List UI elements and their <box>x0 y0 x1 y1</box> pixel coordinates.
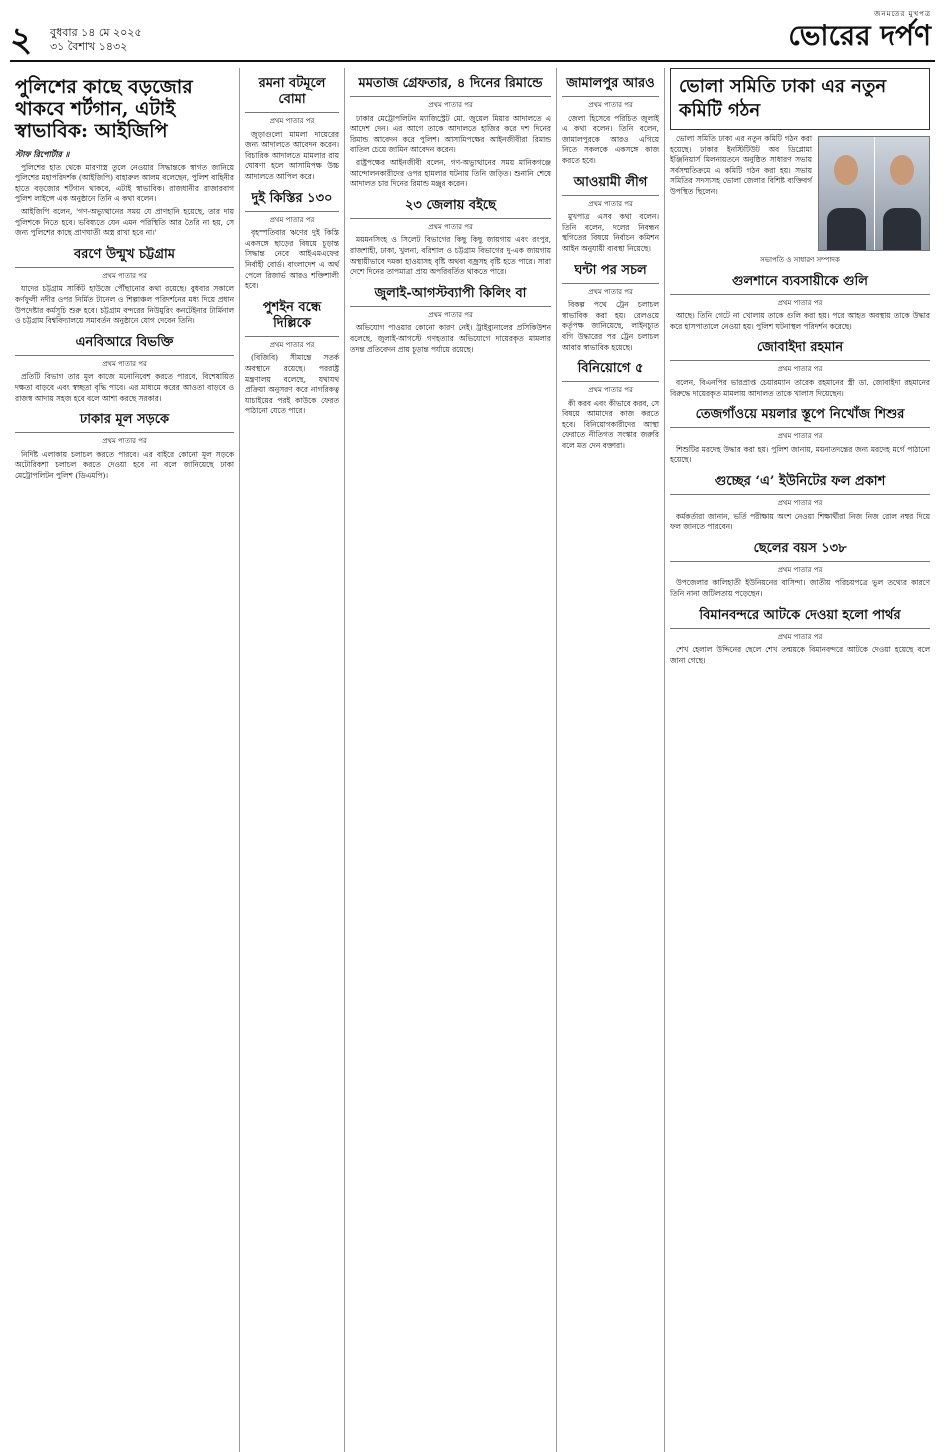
headline-jamalpur: জামালপুর আরও <box>562 72 659 97</box>
paper-nameplate <box>788 8 931 52</box>
byline-tejgaon: প্রথম পাতার পর <box>777 432 823 441</box>
awami-paragraph: মুখপাত্র এসব কথা বলেন। তিনি বলেন, দলের নিবন্ধন স্থগিতের বিষয়ে নির্বাচন কমিশন আইন অনুযায়ী ব্যবস্থা নিয়েছে। <box>562 212 659 253</box>
byline-jamalpur: প্রথম পাতার পর <box>588 101 633 109</box>
column-2 <box>240 68 345 1452</box>
airport-paragraph: শেখ হেলাল উদ্দিনের ছেলে শেখ তন্ময়কে বিমানবন্দরে আটকে দেওয়া হয়েছে বলে জানা গেছে। <box>670 645 930 665</box>
headline-july: জুলাই-আগস্টব্যাপী কিলিং বা <box>350 282 551 307</box>
bomb-paragraph: জুড়াগুলো মামলা দায়েরের জন্য আদালতে আবেদন করেন। বিচারিক আদালতে মামলার রায় ঘোষণা হলে আসামিপক্ষ উচ্চ আদালতে আপিল করে। <box>245 129 339 181</box>
headline-pushin: পুশইন বন্ধে দিল্লিকে <box>245 296 339 337</box>
headline-nbr: এনবিআরে বিভক্তি <box>15 331 234 356</box>
date-bangla: ৩১ বৈশাখ ১৪৩২ <box>50 40 128 53</box>
headline-gulshan: গুলশানে ব্যবসায়ীকে গুলি <box>670 270 930 295</box>
nbr-paragraph: প্রতিটি বিভাগ তার মূল কাজে মনোনিবেশ করতে পারবে, বিশেষায়িত দক্ষতা বাড়বে এবং স্বচ্ছতা বৃদ্ধি পাবে। এর মাধ্যমে করের আওতা বাড়বে ও রাজস্ব আদায় সহজ হবে বলে আশা করছে সরকার। <box>15 372 234 403</box>
pushin-paragraph: (বিজিবি) সীমান্তে সতর্ক অবস্থানে রয়েছে। পররাষ্ট্র মন্ত্রণালয় বলেছে, যথাযথ প্রক্রিয়া অনুসরণ করে নাগরিকত্ব যাচাইয়ের পরই কাউকে ফেরত পাঠানো যেতে পারে। <box>245 353 339 416</box>
byline-invest: প্রথম পাতার পর <box>588 386 633 395</box>
byline-pushin: প্রথম পাতার পর <box>269 340 315 349</box>
twostage-paragraph: বৃহস্পতিবার ঋণের দুই কিস্তি একসঙ্গে ছাড়ের বিষয়ে চূড়ান্ত সিদ্ধান্ত নেবে আইএমএফের নির্বাহী বোর্ড। বাংলাদেশ এ অর্থ পেলে রিজার্ভ আরও শক্তিশালী হবে। <box>245 228 339 291</box>
byline-police: স্টাফ রিপোর্টার ॥ <box>15 149 70 159</box>
gulshan-paragraph: আছে। তিনি গেটে না খোলায় তাকে গুলি করা হয়। পরে আহত অবস্থায় তাকে উদ্ধার করে হাসপাতালে নেওয়া হয়। পুলিশ ঘটনাস্থল পরিদর্শন করেছে। <box>670 311 930 331</box>
headline-police: পুলিশের কাছে বড়জোর থাকবে শর্টগান, এটাই স্বাভাবিক: আইজিপি <box>15 76 193 142</box>
headline-invest: বিনিয়োগে ৫ <box>562 357 659 382</box>
byline-airport: প্রথম পাতার পর <box>777 632 823 641</box>
headline-twostage: দুই কিস্তির ১৩০ <box>245 187 339 212</box>
headline-zobaida: জোবাইদা রহমান <box>670 336 930 361</box>
column-3 <box>345 68 557 1452</box>
masthead <box>10 6 935 62</box>
paper-name: ভোরের দর্পণ <box>788 19 931 52</box>
headline-result: গুচ্ছের ‘এ’ ইউনিটের ফল প্রকাশ <box>670 470 930 495</box>
byline-ctg: প্রথম পাতার পর <box>102 271 147 280</box>
headline-awami: আওয়ামী লীগ <box>562 171 659 196</box>
column-5 <box>665 68 935 1452</box>
byline-mamtaz: প্রথম পাতার পর <box>428 101 473 109</box>
invest-paragraph: কী করব এবং কীভাবে করব, সে বিষয়ে আমাদের কাজ করতে হবে। বিনিয়োগকারীদের আস্থা ফেরাতে নীতিগত সংস্কার জরুরি বলে মত দেন বক্তারা। <box>562 398 659 451</box>
paper-tagline: জনমতের মুখপত্র <box>874 10 931 18</box>
jamalpur-paragraph: জেলা হিসেবে পরিচিত জুলাই এ কথা বলেন। তিনি বলেন, জামালপুরকে আরও এগিয়ে নিতে সকলকে একসঙ্গে কাজ করতে হবে। <box>562 113 659 165</box>
byline-awami: প্রথম পাতার পর <box>588 199 633 208</box>
byline-age: প্রথম পাতার পর <box>777 565 823 574</box>
column-1 <box>10 68 240 1452</box>
byline-ghonta: প্রথম পাতার পর <box>588 287 633 296</box>
zobaida-paragraph: বলেন, বিএনপির ভারপ্রাপ্ত চেয়ারম্যান তারেক রহমানের স্ত্রী ডা. জোবাইদা রহমানের বিরুদ্ধে দায়েরকৃত মামলায় আদালত তাকে খালাস দিয়েছেন। <box>670 377 930 398</box>
headline-ghonta: ঘন্টা পর সচল <box>562 259 659 284</box>
byline-weather: প্রথম পাতার পর <box>428 222 473 231</box>
mamtaz-paragraph: রাষ্ট্রপক্ষের আইনজীবী বলেন, গণ-অভ্যুত্থানের সময় মানিকগঞ্জে আন্দোলনকারীদের ওপর হামলার ঘটনায় তিনি জড়িত। শুনানি শেষে আদালত চার দিনের রিমান্ড মঞ্জুর করেন। <box>350 157 551 189</box>
tejgaon-paragraph: শিশুটির মরদেহ উদ্ধার করা হয়। পুলিশ জানায়, ময়নাতদন্তের জন্য মরদেহ মর্গে পাঠানো হয়েছে। <box>670 444 930 465</box>
byline-nbr: প্রথম পাতার পর <box>102 359 147 368</box>
headline-dhaka: ঢাকার মূল সড়কে <box>15 408 234 433</box>
date-block <box>50 26 142 54</box>
headline-mamtaz: মমতাজ গ্রেফতার, ৪ দিনের রিমান্ডে <box>350 72 551 97</box>
byline-gulshan: প্রথম পাতার পর <box>777 298 823 307</box>
age-paragraph: উপজেলার কালিহাতী ইউনিয়নের বাসিন্দা। জাতীয় পরিচয়পত্রে ভুল তথ্যের কারণে তিনি নানা জটিলতায় পড়েছেন। <box>670 578 930 598</box>
weather-paragraph: ময়মনসিংহ ও সিলেট বিভাগের কিছু কিছু জায়গায় এবং রংপুর, রাজশাহী, ঢাকা, খুলনা, বরিশাল ও চট্টগ্রাম বিভাগের দু-এক জায়গায় অস্থায়ীভাবে দমকা হাওয়াসহ বৃষ্টি অথবা বজ্রসহ বৃষ্টি হতে পারে। সারা দেশে দিনের তাপমাত্রা প্রায় অপরিবর্তিত থাকতে পারে। <box>350 235 551 277</box>
date-gregorian: বুধবার ১৪ মে ২০২৫ <box>50 26 142 39</box>
mamtaz-paragraph: ঢাকার মেট্রোপলিটন ম্যাজিস্ট্রেট মো. জুয়েল মিয়ার আদালতে এ আদেশ দেন। এর আগে তাকে আদালতে হাজির করে দশ দিনের রিমান্ড আবেদন করে পুলিশ। আসামিপক্ষের আইনজীবীরা রিমান্ড বাতিল চেয়ে জামিন আবেদন করেন। <box>350 113 551 155</box>
byline-twostage: প্রথম পাতার পর <box>269 215 315 224</box>
bhola-paragraph: ভোলা সমিতি ঢাকা এর নতুন কমিটি গঠন করা হয়েছে। ঢাকার ইনস্টিটিউট অব ডিপ্লোমা ইঞ্জিনিয়ার্স মিলনায়তনে অনুষ্ঠিত সাধারণ সভায় সর্বসম্মতিক্রমে এ কমিটি গঠন করা হয়। সভায় সমিতির সদস্যসহ ভোলা জেলার বিশিষ্ট ব্যক্তিবর্গ উপস্থিত ছিলেন। <box>670 134 812 196</box>
column-4 <box>557 68 665 1452</box>
headline-tejgaon: তেজগাঁওয়ে ময়লার স্তূপে নিখোঁজ শিশুর <box>670 403 930 428</box>
byline-zobaida: প্রথম পাতার পর <box>777 365 823 374</box>
police-paragraph: আইজিপি বলেন, 'গণ-অভ্যুত্থানের সময় যে প্রাণহানি হয়েছে, তার দায় পুলিশকে নিতে হবে। ভবিষ্যতে যেন এমন পরিস্থিতি আর তৈরি না হয়, সে জন্য পুলিশের কাছে প্রাণঘাতী অস্ত্র রাখা হবে না।' <box>15 206 234 238</box>
byline-dhaka: প্রথম পাতার পর <box>102 437 147 446</box>
headline-bomb: রমনা বটমূলে বোমা <box>245 72 339 113</box>
headline-bhola: ভোলা সমিতি ঢাকা এর নতুন কমিটি গঠন <box>670 68 930 130</box>
byline-result: প্রথম পাতার পর <box>777 498 823 507</box>
byline-july: প্রথম পাতার পর <box>428 310 473 319</box>
headline-weather: ২৩ জেলায় বইছে <box>350 194 551 219</box>
police-paragraph: পুলিশের হাত থেকে মারণাস্ত্র তুলে নেওয়ার সিদ্ধান্তকে স্বাগত জানিয়ে পুলিশের মহাপরিদর্শক (আইজিপি) বাহারুল আলম বলেছেন, পুলিশ বাহিনীর হাতে বড়জোর শর্টগান থাকবে, এটাই স্বাভাবিক। রাজধানীর রাজারবাগ পুলিশ লাইন্সে এক অনুষ্ঠানে তিনি এ কথা বলেন। <box>15 162 234 204</box>
headline-age: ছেলের বয়স ১৩৮ <box>670 537 930 562</box>
portrait-photo <box>819 137 875 250</box>
result-paragraph: কর্মকর্তারা জানান, ভর্তি পরীক্ষায় অংশ নেওয়া শিক্ষার্থীরা নিজ নিজ রোল নম্বর দিয়ে ফল জানতে পারবেন। <box>670 511 930 532</box>
page-number: ২ <box>10 20 33 60</box>
bhola-photo-caption: সভাপতি ও সাধারণ সম্পাদক <box>760 256 840 264</box>
dhaka-paragraph: নির্দিষ্ট এলাকায় চলাচল করতে পারবে। এর বাইরে কোনো মূল সড়কে অটোরিকশা চলাচল করতে দেওয়া হবে না বলে জানিয়েছে ঢাকা মেট্রোপলিটন পুলিশ (ডিএমপি)। <box>15 449 234 480</box>
bhola-photos <box>818 136 930 251</box>
headline-airport: বিমানবন্দরে আটকে দেওয়া হলো পার্থর <box>670 604 930 629</box>
july-paragraph: অভিযোগ পাওয়ার কোনো কারণ নেই। ট্রাইব্যুনালের প্রসিকিউশন বলেছে, জুলাই-আগস্টে গণহত্যার অভিযোগে দায়েরকৃত মামলার তদন্ত প্রতিবেদন প্রায় চূড়ান্ত পর্যায়ে রয়েছে। <box>350 323 551 354</box>
headline-ctg: বরণে উন্মুখ চট্টগ্রাম <box>15 243 234 268</box>
portrait-photo <box>875 137 930 250</box>
byline-bomb: প্রথম পাতার পর <box>269 117 315 125</box>
ctg-paragraph: যাদের চট্টগ্রাম সার্কিট হাউজে পৌঁছানোর কথা রয়েছে। বুধবার সকালে কর্ণফুলী নদীর ওপর নির্মিত টানেল ও শিল্পাঞ্চল পরিদর্শনের মধ্য দিয়ে প্রধান উপদেষ্টার কর্মসূচি শুরু হবে। চট্টগ্রাম বন্দরের নিউমুরিং কনটেইনার টার্মিনাল ও চট্টগ্রাম বিশ্ববিদ্যালয়ে সমাবর্তন অনুষ্ঠানে যোগ দেবেন তিনি। <box>15 284 234 326</box>
ghonta-paragraph: বিকল্প পথে ট্রেন চলাচল স্বাভাবিক করা হয়। রেলওয়ে কর্তৃপক্ষ জানিয়েছে, লাইনচ্যুত বগি উদ্ধারের পর ট্রেন চলাচল আবার স্বাভাবিক হয়েছে। <box>562 300 659 352</box>
